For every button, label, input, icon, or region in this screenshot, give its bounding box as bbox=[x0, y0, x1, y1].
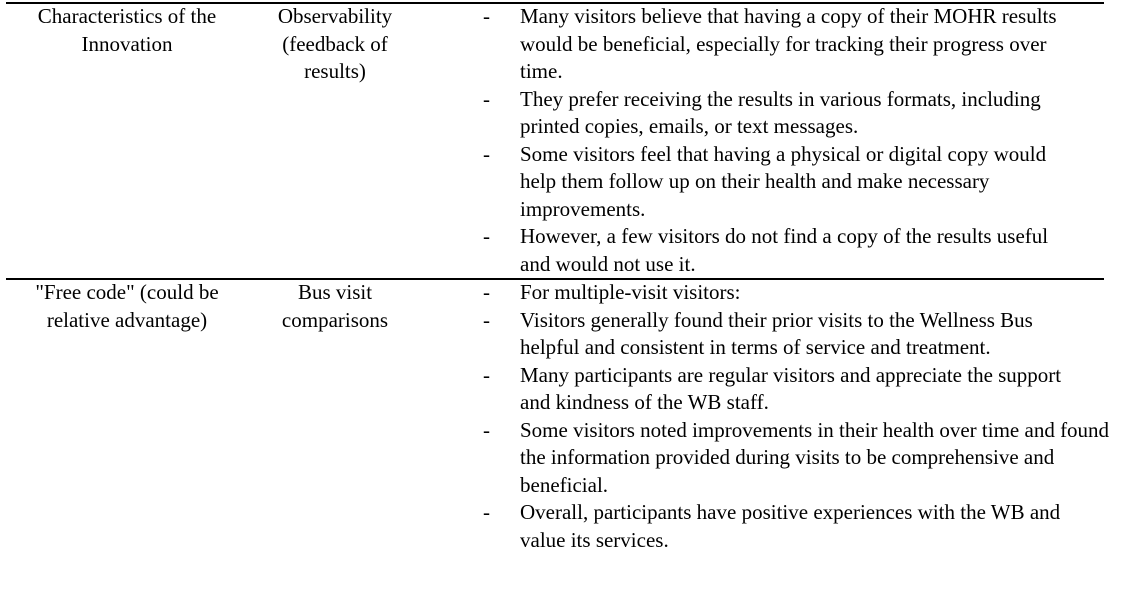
dash-marker: - bbox=[483, 224, 490, 248]
finding-text: Many participants are regular visitors and appreciate the support and kindness of the WB staff. bbox=[520, 362, 1062, 414]
dash-marker: - bbox=[483, 417, 490, 442]
list-item bbox=[480, 86, 1080, 141]
list-item bbox=[480, 3, 1080, 86]
dash-marker: - bbox=[483, 280, 490, 304]
list-item bbox=[480, 141, 1080, 224]
dash-marker: - bbox=[483, 362, 490, 387]
dash-marker: - bbox=[483, 86, 490, 111]
findings-list bbox=[480, 3, 1120, 278]
list-item bbox=[480, 279, 1080, 307]
construct-cell: Bus visit comparisons bbox=[281, 280, 389, 332]
dash-marker: - bbox=[483, 141, 490, 166]
finding-text: Overall, participants have positive experiences with the WB and value its services. bbox=[520, 500, 1061, 552]
construct-cell: Observability (feedback of results) bbox=[277, 4, 393, 83]
category-cell: Characteristics of the Innovation bbox=[37, 4, 217, 56]
list-item bbox=[480, 499, 1080, 554]
finding-text: For multiple-visit visitors: bbox=[520, 280, 741, 304]
finding-text: Many visitors believe that having a copy of their MOHR results would be beneficial, especially for tracking their progress over time. bbox=[520, 4, 1057, 83]
list-item bbox=[480, 307, 1080, 362]
category-cell: "Free code" (could be relative advantage) bbox=[35, 280, 219, 332]
finding-text: However, a few visitors do not find a copy of the results useful and would not use it. bbox=[520, 224, 1049, 276]
finding-text: They prefer receiving the results in various formats, including printed copies, emails, or text messages. bbox=[520, 86, 1041, 138]
dash-marker: - bbox=[483, 4, 490, 28]
dash-marker: - bbox=[483, 307, 490, 332]
list-item bbox=[480, 362, 1080, 417]
finding-text: Visitors generally found their prior visits to the Wellness Bus helpful and consistent in terms of service and treatment. bbox=[520, 307, 1033, 359]
list-item bbox=[480, 223, 1080, 278]
list-item bbox=[480, 417, 1128, 500]
dash-marker: - bbox=[483, 500, 490, 524]
findings-list bbox=[480, 279, 1120, 554]
finding-text: Some visitors feel that having a physical or digital copy would help them follow up on their health and make necessary improvements. bbox=[520, 141, 1047, 221]
finding-text: Some visitors noted improvements in their health over time and found the information provided during visits to be comprehensive and beneficial. bbox=[520, 417, 1110, 497]
